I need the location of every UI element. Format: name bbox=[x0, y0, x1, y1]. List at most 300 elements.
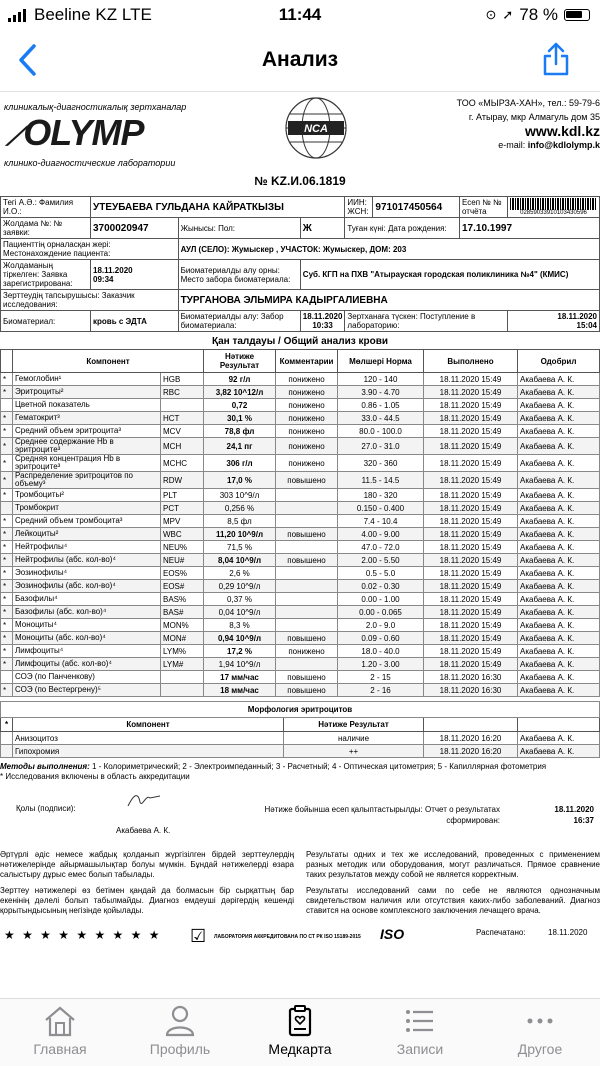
accreditation-mark-icon: ☑ bbox=[190, 926, 207, 946]
row-name: СОЭ (по Панченкову) bbox=[13, 671, 161, 684]
row-code: RBC bbox=[161, 386, 204, 399]
row-approved: Акабаева А. К. bbox=[518, 455, 600, 472]
registered-date-time: 18.11.2020 09:34 bbox=[91, 260, 179, 290]
analysis-title: Қан талдауы / Общий анализ крови bbox=[211, 336, 389, 347]
order-label: Жолдама №: № заявки: bbox=[1, 218, 91, 239]
row-approved: Акабаева А. К. bbox=[518, 528, 600, 541]
iso-mark: ISO bbox=[380, 926, 405, 942]
morph-done: 18.11.2020 16:20 bbox=[424, 745, 518, 758]
row-name: Базофилы⁴ bbox=[13, 593, 161, 606]
row-code: BAS% bbox=[161, 593, 204, 606]
row-asterisk: * bbox=[1, 425, 13, 438]
home-icon bbox=[43, 1005, 77, 1037]
row-comment: понижено bbox=[276, 645, 338, 658]
accreditation-note: * Исследования включены в область аккредитации bbox=[0, 772, 190, 781]
row-approved: Акабаева А. К. bbox=[518, 619, 600, 632]
row-name: Моноциты (абс. кол-во)⁴ bbox=[13, 632, 161, 645]
row-done: 18.11.2020 16:30 bbox=[424, 684, 518, 697]
tab-home[interactable]: Главная bbox=[0, 1005, 120, 1057]
row-norm: 2 - 16 bbox=[338, 684, 424, 697]
row-done: 18.11.2020 15:49 bbox=[424, 455, 518, 472]
email-label: e-mail: bbox=[498, 140, 528, 150]
row-done: 18.11.2020 15:49 bbox=[424, 567, 518, 580]
registered-label: Жолдаманың тіркелген: Заявка зарегистрирована: bbox=[1, 260, 91, 290]
row-name: Базофилы (абс. кол-во)⁴ bbox=[13, 606, 161, 619]
disclaimer-1: Әртүрлі әдіс немесе жабдық қолданып жүргізілген бірдей зерттеулердің нәтижелерінде айырмашылықтар болуы мүмкін. Бұндай нәтижелерді өзара салыстыру дұрыс емес болып табылады. Результаты одних и тех же исследований, проведенных с применением разных методик или оборудования, могут различаться. Прямое сравнение таких результатов между собой не является корректным. bbox=[0, 850, 600, 879]
row-code: EOS% bbox=[161, 567, 204, 580]
row-code: NEU# bbox=[161, 554, 204, 567]
row-approved: Акабаева А. К. bbox=[518, 489, 600, 502]
row-approved: Акабаева А. К. bbox=[518, 671, 600, 684]
status-bar bbox=[0, 0, 600, 30]
carrier: Beeline KZ LTE bbox=[34, 5, 152, 24]
collection-date-time: 18.11.2020 10:33 bbox=[300, 311, 345, 332]
navigation-bar bbox=[0, 30, 600, 92]
morph-result: наличие bbox=[284, 732, 424, 745]
row-asterisk: * bbox=[1, 373, 13, 386]
row-name: Цветной показатель bbox=[13, 399, 161, 412]
row-asterisk: * bbox=[1, 593, 13, 606]
row-approved: Акабаева А. К. bbox=[518, 632, 600, 645]
row-comment: повышено bbox=[276, 632, 338, 645]
row-name: Нейтрофилы⁴ bbox=[13, 541, 161, 554]
row-result: 78,8 фл bbox=[204, 425, 276, 438]
row-asterisk: * bbox=[1, 472, 13, 489]
row-norm: 80.0 - 100.0 bbox=[338, 425, 424, 438]
row-code: MON# bbox=[161, 632, 204, 645]
row-norm: 0.00 - 0.065 bbox=[338, 606, 424, 619]
morph-done: 18.11.2020 16:20 bbox=[424, 732, 518, 745]
row-done: 18.11.2020 15:49 bbox=[424, 528, 518, 541]
table-row bbox=[1, 684, 600, 697]
row-comment: повышено bbox=[276, 684, 338, 697]
row-name: Средний объем эритроцита³ bbox=[13, 425, 161, 438]
company-website: www.kdl.kz bbox=[525, 123, 600, 139]
patient-name: УТЕУБАЕВА ГУЛЬДАНА КАЙРАТКЫЗЫ bbox=[91, 197, 345, 218]
table-row bbox=[1, 658, 600, 671]
row-done: 18.11.2020 15:49 bbox=[424, 438, 518, 455]
row-code: MPV bbox=[161, 515, 204, 528]
row-code: PCT bbox=[161, 502, 204, 515]
row-result: 1,94 10^9/л bbox=[204, 658, 276, 671]
morphology-table: Морфология эритроцитов * Компонент Нәтиже Результат Анизоцитоз наличие 18.11.2020 16:20 Акабаева А. К. Гипохромия ++ 18.11.2020 16:20 Акабаева А. К. bbox=[0, 701, 600, 758]
lab-report-document[interactable] bbox=[0, 92, 600, 998]
row-approved: Акабаева А. К. bbox=[518, 425, 600, 438]
row-result: 8,3 % bbox=[204, 619, 276, 632]
row-comment: понижено bbox=[276, 386, 338, 399]
patient-address: АУЛ (СЕЛО): Жумыскер , УЧАСТОК: Жумыскер, ДОМ: 203 bbox=[178, 239, 599, 260]
row-done: 18.11.2020 15:49 bbox=[424, 606, 518, 619]
row-comment: повышено bbox=[276, 554, 338, 567]
row-asterisk: * bbox=[1, 455, 13, 472]
row-name: Лимфоциты (абс. кол-во)⁴ bbox=[13, 658, 161, 671]
row-approved: Акабаева А. К. bbox=[518, 515, 600, 528]
table-row bbox=[1, 489, 600, 502]
row-norm: 0.09 - 0.60 bbox=[338, 632, 424, 645]
row-comment: повышено bbox=[276, 472, 338, 489]
row-comment: понижено bbox=[276, 373, 338, 386]
row-code: MCHC bbox=[161, 455, 204, 472]
row-name: Средний объем тромбоцита³ bbox=[13, 515, 161, 528]
col-result: Нәтиже Результат bbox=[204, 350, 276, 373]
row-comment bbox=[276, 515, 338, 528]
row-result: 92 г/л bbox=[204, 373, 276, 386]
row-done: 18.11.2020 15:49 bbox=[424, 645, 518, 658]
row-result: 0,72 bbox=[204, 399, 276, 412]
signature-block bbox=[0, 782, 600, 846]
row-result: 306 г/л bbox=[204, 455, 276, 472]
patient-iin: 971017450564 bbox=[373, 197, 460, 218]
collection-label: Биоматериалды алу: Забор биоматериала: bbox=[178, 311, 300, 332]
table-row bbox=[1, 502, 600, 515]
row-result: 3,82 10^12/л bbox=[204, 386, 276, 399]
row-comment bbox=[276, 567, 338, 580]
row-asterisk: * bbox=[1, 438, 13, 455]
row-asterisk: * bbox=[1, 684, 13, 697]
row-norm: 0.00 - 1.00 bbox=[338, 593, 424, 606]
received-label: Зертханаға түскен: Поступление в лабораторию: bbox=[345, 311, 508, 332]
morph-name: Гипохромия bbox=[13, 745, 284, 758]
row-result: 8,5 фл bbox=[204, 515, 276, 528]
row-result: 0,256 % bbox=[204, 502, 276, 515]
row-name: Распределение эритроцитов по объему³ bbox=[13, 472, 161, 489]
row-asterisk: * bbox=[1, 515, 13, 528]
row-code: HGB bbox=[161, 373, 204, 386]
table-row bbox=[1, 567, 600, 580]
row-comment bbox=[276, 502, 338, 515]
row-approved: Акабаева А. К. bbox=[518, 502, 600, 515]
row-name: Тромбокрит bbox=[13, 502, 161, 515]
col-norm: Мөлшері Норма bbox=[338, 350, 424, 373]
row-approved: Акабаева А. К. bbox=[518, 606, 600, 619]
row-code: MCH bbox=[161, 438, 204, 455]
row-comment: понижено bbox=[276, 425, 338, 438]
row-result: 11,20 10^9/л bbox=[204, 528, 276, 541]
row-done: 18.11.2020 15:49 bbox=[424, 386, 518, 399]
row-norm: 1.20 - 3.00 bbox=[338, 658, 424, 671]
methods-note: Методы выполнения: 1 - Колориметрический; 2 - Электроимпеданный; 3 - Расчетный; 4 - Оптическая цитометрия; 5 - Капиллярная фотометрия * Исследования включены в область аккредитации bbox=[0, 762, 547, 781]
row-approved: Акабаева А. К. bbox=[518, 645, 600, 658]
profile-icon bbox=[163, 1005, 197, 1037]
more-dots-icon bbox=[523, 1005, 557, 1037]
iin-label: ИИН: ЖСН: bbox=[345, 197, 373, 218]
row-code: PLT bbox=[161, 489, 204, 502]
row-result: 0,04 10^9/л bbox=[204, 606, 276, 619]
row-code: LYM# bbox=[161, 658, 204, 671]
table-row bbox=[1, 632, 600, 645]
row-done: 18.11.2020 15:49 bbox=[424, 580, 518, 593]
name-label: Тегі А.Ә.: Фамилия И.О.: bbox=[1, 197, 91, 218]
row-result: 17 мм/час bbox=[204, 671, 276, 684]
row-asterisk: * bbox=[1, 619, 13, 632]
row-result: 2,6 % bbox=[204, 567, 276, 580]
patient-sex: Ж bbox=[300, 218, 345, 239]
row-result: 71,5 % bbox=[204, 541, 276, 554]
row-name: Нейтрофилы (абс. кол-во)⁴ bbox=[13, 554, 161, 567]
row-norm: 0.5 - 5.0 bbox=[338, 567, 424, 580]
row-comment: повышено bbox=[276, 671, 338, 684]
row-comment: понижено bbox=[276, 455, 338, 472]
row-code: BAS# bbox=[161, 606, 204, 619]
row-approved: Акабаева А. К. bbox=[518, 438, 600, 455]
disclaimer-2: Зерттеу нәтижелері өз бетімен қандай да болмасын бір сырқаттың бар екенінің дәлелі болып табылмайды. Диагноз емдеуші дәрігердің кешенді қорытындысының негізінде қойылады. Результаты исследований сами по себе не являются однозначным свидетельством наличия или отсутствия каких-либо заболеваний. Диагноз ставится на основе комплексного заключения лечащего врача. bbox=[0, 886, 600, 915]
row-norm: 180 - 320 bbox=[338, 489, 424, 502]
morphology-row bbox=[1, 745, 600, 758]
company-info bbox=[457, 96, 600, 152]
row-comment: понижено bbox=[276, 399, 338, 412]
row-asterisk: * bbox=[1, 541, 13, 554]
row-code bbox=[161, 671, 204, 684]
results-table bbox=[0, 349, 600, 697]
row-approved: Акабаева А. К. bbox=[518, 554, 600, 567]
row-comment bbox=[276, 619, 338, 632]
olymp-logo: ⟋OLYMP bbox=[6, 112, 144, 153]
row-asterisk: * bbox=[1, 645, 13, 658]
signature-label: Қолы (подписи): bbox=[16, 804, 76, 813]
row-result: 24,1 пг bbox=[204, 438, 276, 455]
biomaterial: кровь с ЭДТА bbox=[91, 311, 179, 332]
morph-approved: Акабаева А. К. bbox=[518, 745, 600, 758]
row-done: 18.11.2020 15:49 bbox=[424, 554, 518, 567]
row-asterisk: * bbox=[1, 489, 13, 502]
company-email: info@kdlolymp.k bbox=[527, 140, 600, 150]
row-norm: 18.0 - 40.0 bbox=[338, 645, 424, 658]
report-label: Есеп № № отчёта bbox=[460, 197, 508, 218]
row-asterisk: * bbox=[1, 528, 13, 541]
table-row bbox=[1, 472, 600, 489]
row-asterisk: * bbox=[1, 606, 13, 619]
row-code: WBC bbox=[161, 528, 204, 541]
row-norm: 0.02 - 0.30 bbox=[338, 580, 424, 593]
row-approved: Акабаева А. К. bbox=[518, 684, 600, 697]
doctor-label: Зерттеудің тапсырушысы: Заказчик исследования: bbox=[1, 290, 179, 311]
row-norm: 120 - 140 bbox=[338, 373, 424, 386]
row-result: 17,0 % bbox=[204, 472, 276, 489]
clock: 11:44 bbox=[278, 5, 322, 24]
patient-dob: 17.10.1997 bbox=[460, 218, 600, 239]
table-row bbox=[1, 399, 600, 412]
battery-percent: 78 % bbox=[519, 5, 558, 24]
ordering-doctor: ТУРГАНОВА ЭЛЬМИРА КАДЫРГАЛИЕВНА bbox=[178, 290, 599, 311]
morphology-title: Морфология эритроцитов bbox=[1, 702, 600, 718]
table-row bbox=[1, 606, 600, 619]
row-norm: 2 - 15 bbox=[338, 671, 424, 684]
table-row bbox=[1, 645, 600, 658]
morph-name: Анизоцитоз bbox=[13, 732, 284, 745]
collection-place: Суб. КГП на ПХВ "Атырауская городская поликлиника №4" (КМИС) bbox=[300, 260, 599, 290]
row-code: HCT bbox=[161, 412, 204, 425]
row-result: 17,2 % bbox=[204, 645, 276, 658]
row-approved: Акабаева А. К. bbox=[518, 386, 600, 399]
row-norm: 7.4 - 10.4 bbox=[338, 515, 424, 528]
row-asterisk bbox=[1, 502, 13, 515]
row-comment bbox=[276, 606, 338, 619]
row-done: 18.11.2020 15:49 bbox=[424, 619, 518, 632]
row-done: 18.11.2020 15:49 bbox=[424, 425, 518, 438]
row-name: Средняя концентрация Hb в эритроците³ bbox=[13, 455, 161, 472]
row-name: Эозинофилы⁴ bbox=[13, 567, 161, 580]
row-approved: Акабаева А. К. bbox=[518, 472, 600, 489]
row-comment: понижено bbox=[276, 438, 338, 455]
signer-name: Акабаева А. К. bbox=[116, 826, 171, 835]
accreditation-text: ЛАБОРАТОРИЯ АККРЕДИТОВАНА ПО СТ РК ISO 15189-2015 bbox=[214, 934, 361, 940]
printed-date: 18.11.2020 bbox=[548, 928, 588, 937]
row-name: Тромбоциты² bbox=[13, 489, 161, 502]
medcard-icon bbox=[283, 1005, 317, 1037]
order-number: 3700020947 bbox=[91, 218, 179, 239]
row-norm: 0.150 - 0.400 bbox=[338, 502, 424, 515]
report-formed-label: Нәтиже бойынша есеп қалыптастырылды: Отчет о результатах сформирован: bbox=[264, 805, 500, 825]
col-component: Компонент bbox=[13, 350, 204, 373]
morph-approved: Акабаева А. К. bbox=[518, 732, 600, 745]
table-row bbox=[1, 412, 600, 425]
row-done: 18.11.2020 15:49 bbox=[424, 658, 518, 671]
row-done: 18.11.2020 15:49 bbox=[424, 399, 518, 412]
table-row bbox=[1, 386, 600, 399]
table-row bbox=[1, 425, 600, 438]
signature-image bbox=[126, 790, 166, 810]
row-result: 0,37 % bbox=[204, 593, 276, 606]
row-code: MCV bbox=[161, 425, 204, 438]
row-comment bbox=[276, 541, 338, 554]
table-row bbox=[1, 438, 600, 455]
row-code: RDW bbox=[161, 472, 204, 489]
records-list-icon bbox=[403, 1005, 437, 1037]
row-name: Гематокрит³ bbox=[13, 412, 161, 425]
row-norm: 2.00 - 5.50 bbox=[338, 554, 424, 567]
logo-caption-kz: клиникалық-диагностикалық зертханалар bbox=[4, 102, 187, 112]
tab-bar bbox=[0, 998, 600, 1066]
table-row bbox=[1, 554, 600, 567]
nca-globe-logo bbox=[276, 92, 356, 170]
table-row bbox=[1, 373, 600, 386]
share-icon[interactable] bbox=[542, 42, 570, 76]
place-label: Биоматериалды алу орны: Место забора биоматериала: bbox=[178, 260, 300, 290]
stars-decoration: ★ ★ ★ ★ ★ ★ ★ ★ ★ bbox=[4, 928, 162, 942]
row-asterisk: * bbox=[1, 580, 13, 593]
row-name: Лимфоциты⁴ bbox=[13, 645, 161, 658]
row-name: СОЭ (по Вестергрену)⁵ bbox=[13, 684, 161, 697]
row-name: Эритроциты² bbox=[13, 386, 161, 399]
row-code: NEU% bbox=[161, 541, 204, 554]
row-comment: понижено bbox=[276, 412, 338, 425]
morph-result: ++ bbox=[284, 745, 424, 758]
nca-text: NCA bbox=[304, 123, 328, 135]
row-done: 18.11.2020 15:49 bbox=[424, 593, 518, 606]
row-done: 18.11.2020 16:30 bbox=[424, 671, 518, 684]
table-row bbox=[1, 455, 600, 472]
row-code: LYM% bbox=[161, 645, 204, 658]
tab-medcard[interactable]: Медкарта bbox=[240, 1005, 360, 1057]
biomaterial-label: Биоматериал: bbox=[1, 311, 91, 332]
report-formed-date: 18.11.2020 16:37 bbox=[554, 805, 594, 825]
row-asterisk bbox=[1, 671, 13, 684]
row-name: Лейкоциты² bbox=[13, 528, 161, 541]
patient-info-table bbox=[0, 196, 600, 332]
tab-profile[interactable]: Профиль bbox=[120, 1005, 240, 1057]
row-done: 18.11.2020 15:49 bbox=[424, 632, 518, 645]
document-footer bbox=[0, 916, 600, 950]
row-done: 18.11.2020 15:49 bbox=[424, 541, 518, 554]
company-address: г. Атырау, мкр Алмагуль дом 35 bbox=[468, 112, 600, 122]
row-done: 18.11.2020 15:49 bbox=[424, 472, 518, 489]
row-comment bbox=[276, 489, 338, 502]
location-icon: ➚ bbox=[502, 7, 514, 22]
row-done: 18.11.2020 15:49 bbox=[424, 412, 518, 425]
table-row bbox=[1, 541, 600, 554]
row-asterisk: * bbox=[1, 554, 13, 567]
row-norm: 2.0 - 9.0 bbox=[338, 619, 424, 632]
battery-icon bbox=[564, 9, 590, 21]
row-asterisk: * bbox=[1, 412, 13, 425]
screen-lock-icon: ⊙ bbox=[485, 7, 497, 22]
row-approved: Акабаева А. К. bbox=[518, 373, 600, 386]
col-done: Выполнено bbox=[424, 350, 518, 373]
logo-caption-ru: клинико-диагностические лаборатории bbox=[4, 158, 176, 168]
morphology-row bbox=[1, 732, 600, 745]
row-result: 0,94 10^9/л bbox=[204, 632, 276, 645]
row-result: 18 мм/час bbox=[204, 684, 276, 697]
row-norm: 0.86 - 1.05 bbox=[338, 399, 424, 412]
tab-records[interactable]: Записи bbox=[360, 1005, 480, 1057]
barcode: 02859033910103430596 bbox=[508, 197, 600, 218]
table-row bbox=[1, 671, 600, 684]
row-comment bbox=[276, 593, 338, 606]
row-approved: Акабаева А. К. bbox=[518, 541, 600, 554]
row-result: 8,04 10^9/л bbox=[204, 554, 276, 567]
row-asterisk bbox=[1, 399, 13, 412]
row-norm: 27.0 - 31.0 bbox=[338, 438, 424, 455]
col-comments: Комментарии bbox=[276, 350, 338, 373]
row-comment: повышено bbox=[276, 528, 338, 541]
row-asterisk: * bbox=[1, 567, 13, 580]
row-done: 18.11.2020 15:49 bbox=[424, 515, 518, 528]
row-norm: 33.0 - 44.5 bbox=[338, 412, 424, 425]
row-approved: Акабаева А. К. bbox=[518, 593, 600, 606]
row-result: 303 10^9/л bbox=[204, 489, 276, 502]
row-approved: Акабаева А. К. bbox=[518, 580, 600, 593]
row-asterisk: * bbox=[1, 386, 13, 399]
printed-label: Распечатано: bbox=[476, 928, 526, 937]
row-norm: 4.00 - 9.00 bbox=[338, 528, 424, 541]
row-asterisk: * bbox=[1, 632, 13, 645]
document-number: № KZ.И.06.1819 bbox=[254, 174, 346, 188]
row-done: 18.11.2020 15:49 bbox=[424, 502, 518, 515]
tab-other[interactable]: Другое bbox=[480, 1005, 600, 1057]
row-approved: Акабаева А. К. bbox=[518, 399, 600, 412]
row-code: EOS# bbox=[161, 580, 204, 593]
table-row bbox=[1, 515, 600, 528]
row-norm: 3.90 - 4.70 bbox=[338, 386, 424, 399]
row-done: 18.11.2020 15:49 bbox=[424, 373, 518, 386]
page-title: Анализ bbox=[261, 48, 339, 71]
row-comment bbox=[276, 580, 338, 593]
table-row bbox=[1, 593, 600, 606]
row-code bbox=[161, 399, 204, 412]
row-norm: 11.5 - 14.5 bbox=[338, 472, 424, 489]
table-row bbox=[1, 528, 600, 541]
row-result: 0,29 10^9/л bbox=[204, 580, 276, 593]
row-approved: Акабаева А. К. bbox=[518, 567, 600, 580]
row-name: Гемоглобин¹ bbox=[13, 373, 161, 386]
received-date-time: 18.11.2020 15:04 bbox=[508, 311, 600, 332]
row-code: MON% bbox=[161, 619, 204, 632]
row-name: Эозинофилы (абс. кол-во)⁴ bbox=[13, 580, 161, 593]
row-norm: 320 - 360 bbox=[338, 455, 424, 472]
table-row bbox=[1, 580, 600, 593]
row-name: Среднее содержание Hb в эритроците³ bbox=[13, 438, 161, 455]
row-asterisk: * bbox=[1, 658, 13, 671]
